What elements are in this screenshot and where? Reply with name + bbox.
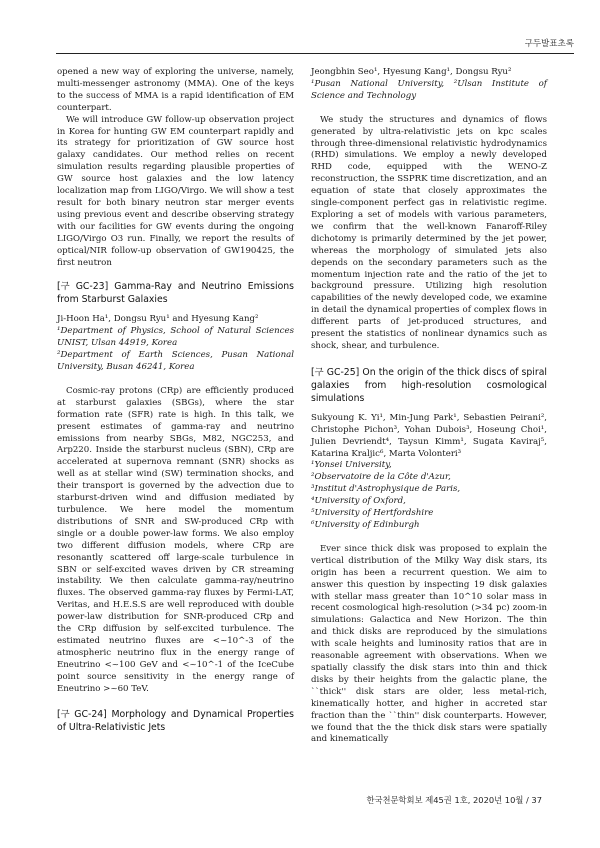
affiliation-gc25-6: ⁶University of Edinburgh	[311, 520, 420, 530]
spacer	[57, 696, 294, 708]
page-footer-citation: 한국천문학회보 제45권 1호, 2020년 10월 / 37	[366, 795, 542, 805]
spacer	[57, 269, 294, 280]
affiliation-gc25-2: ²Observatoire de la Côte d'Azur,	[311, 472, 451, 483]
continued-abstract-paragraph: opened a new way of exploring the universe, namely, multi-messenger astronomy (MMA). One of the keys to the success of MMA is a rapid identification of EM counterpart.	[57, 67, 294, 113]
spacer	[311, 405, 547, 413]
left-column	[57, 67, 294, 734]
right-column	[311, 67, 547, 746]
abstract-body-gc23: Cosmic-ray protons (CRp) are efficiently produced at starburst galaxies (SBGs), where the star formation rate (SFR) rate is high. In this talk, we present estimates of gamma-ray and neutrino emissions from nearby SBGs, M82, NGC253, and Arp220. Inside the starburst nucleus (SBN), CRp are accelerated at supernova remnant (SNR) shocks as well as at stellar wind (SW) termination shocks, and their transport is governed by the advection due to starburst-driven wind and diffusion mediated by turbulence. We here model the momentum distributions of SNR and SW-produced CRp with single or a double power-law forms. We also employ two different diffusion models, where CRp are resonantly scattered off large-scale turbulence in SBN or self-excited waves driven by CR streaming instability. We then calculate gamma-ray/neutrino fluxes. The observed gamma-ray fluxes by Fermi-LAT, Veritas, and H.E.S.S are well reproduced with double power-law distribution for SNR-produced CRp and the CRp diffusion by self-excited turbulence. The estimated neutrino fluxes are <~10^-3 of the atmospheric neutrino flux in the energy range of Eneutrino <~100 GeV and <~10^-1 of the IceCube point source sensitivity in the energy range of Eneutrino >~60 TeV.	[57, 385, 294, 694]
spacer	[57, 374, 294, 386]
authors-gc24: Jeongbhin Seo¹, Hyesung Kang¹, Dongsu Ryu²	[311, 67, 512, 77]
abstract-title-gc23: [구 GC-23] Gamma-Ray and Neutrino Emissions from Starburst Galaxies	[57, 281, 294, 306]
authors-gc25: Sukyoung K. Yi¹, Min-Jung Park¹, Sebastien Peirani², Christophe Pichon³, Yohan Dubois³, Hoseung Choi¹, Julien Devriendt⁴, Taysun Kimm¹, Sugata Kaviraj⁵, Katarina Kraljic⁶, Marta Volonteri³	[311, 412, 547, 459]
continued-abstract-paragraph-2: We will introduce GW follow-up observation project in Korea for hunting GW EM counterpart rapidly and its strategy for prioritization of GW source host galaxy candidates. Our method relies on recent simulation results regarding plausible properties of GW source host galaxies and the low latency localization map from LIGO/Virgo. We will show a test result for both binary neutron star merger events using previous event and describe observing strategy with our facilities for GW events during the ongoing LIGO/Virgo O3 run. Finally, we report the results of optical/NIR follow-up observation of GW190425, the first neutron	[57, 114, 294, 268]
section-header-label: 구두발표초록	[524, 39, 574, 49]
abstract-body-gc25: Ever since thick disk was proposed to explain the vertical distribution of the Milky Way disk stars, its origin has been a recurrent question. We aim to answer this question by inspecting 19 disk galaxies with stellar mass greater than 10^10 solar mass in recent cosmological high-resolution (>34 pc) zoom-in simulations: Galactica and New Horizon. The thin and thick disks are reproduced by the simulations with scale heights and luminosity ratios that are in reasonable agreement with observations. When we spatially classify the disk stars into thin and thick disks by their heights from the galactic plane, the ``thick'' disk stars are older, less metal-rich, kinematically hotter, and higher in accreted star fraction than the ``thin'' disk counterparts. However, we found that the the thick disk stars were spatially and kinematically	[311, 543, 547, 745]
affiliation-gc25-3: ³Institut d'Astrophysique de Paris,	[311, 484, 461, 495]
header-rule	[56, 53, 574, 54]
authors-gc23: Ji-Hoon Ha¹, Dongsu Ryu¹ and Hyesung Kang²	[57, 314, 259, 325]
affiliation-gc23-1: ¹Department of Physics, School of Natural Sciences UNIST, Ulsan 44919, Korea	[57, 326, 294, 349]
affiliation-gc25-1: ¹Yonsei University,	[311, 460, 392, 471]
spacer	[57, 306, 294, 314]
affiliation-gc24: ¹Pusan National University, ²Ulsan Institute of Science and Technology	[311, 78, 547, 101]
spacer	[311, 103, 547, 115]
spacer	[311, 532, 547, 544]
affiliation-gc25-4: ⁴University of Oxford,	[311, 496, 406, 507]
abstract-body-gc24: We study the structures and dynamics of flows generated by ultra-relativistic jets on kpc scales through three-dimensional relativistic hydrodynamics (RHD) simulations. We employ a newly developed RHD code, equipped with the WENO-Z reconstruction, the SSPRK time discretization, and an equation of state that closely approximates the single-component perfect gas in relativistic regime. Exploring a set of models with various parameters, we confirm that the well-known Fanaroff-Riley dichotomy is primarily determined by the jet power, whereas the morphology of simulated jets also depends on the secondary parameters such as the momentum injection rate and the ratio of the jet to background pressure. Utilizing high resolution capabilities of the newly developed code, we examine in detail the dynamical properties of complex flows in different parts of jet-produced structures, and present the statistics of nonlinear dynamics such as shock, shear, and turbulence.	[311, 114, 547, 351]
abstract-title-gc24: [구 GC-24] Morphology and Dynamical Properties of Ultra-Relativistic Jets	[57, 708, 294, 733]
spacer	[311, 353, 547, 366]
affiliation-gc25-5: ⁵University of Hertfordshire	[311, 508, 434, 519]
affiliation-gc23-2: ²Department of Earth Sciences, Pusan National University, Busan 46241, Korea	[57, 350, 294, 373]
abstract-title-gc25: [구 GC-25] On the origin of the thick discs of spiral galaxies from high-resolution cosmological simulations	[311, 366, 547, 404]
